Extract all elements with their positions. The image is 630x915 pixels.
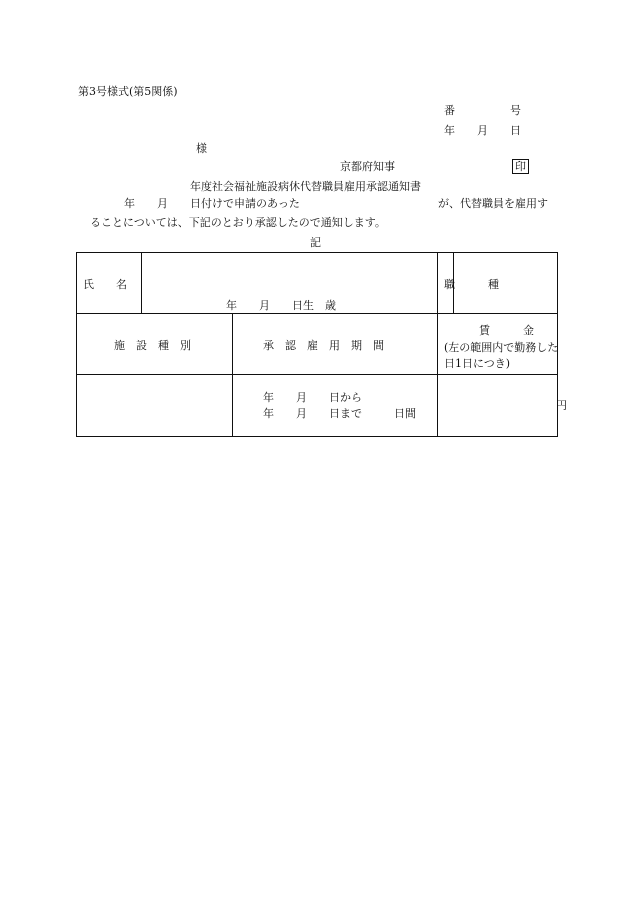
- facility-type-label: 施 設 種 別: [114, 339, 191, 352]
- period-label: 承 認 雇 用 期 間: [263, 339, 384, 352]
- yen-unit: 円: [556, 399, 568, 412]
- period-from: 年 月 日から: [263, 391, 362, 404]
- wage-label: 賃 金: [479, 324, 535, 337]
- occupation-value-cell: [454, 253, 558, 314]
- wage-note: (左の範囲内で勤務した日1日につき): [444, 340, 559, 370]
- body-line1-end: が、代替職員を雇用す: [438, 197, 548, 210]
- occupation-label: 職 種: [444, 278, 500, 291]
- note-heading: 記: [310, 236, 321, 249]
- period-to: 年 月 日まで: [263, 407, 362, 420]
- birth-date-line: 年 月 日生 歳: [226, 299, 336, 312]
- facility-type-value-cell: [77, 375, 233, 437]
- period-value-cell: [233, 375, 438, 437]
- name-value-cell: [142, 253, 438, 314]
- body-line2: ることについては、下記のとおり承認したので通知します。: [90, 216, 386, 229]
- body-line1-start: 年 月 日付けで申請のあった: [124, 197, 300, 210]
- period-days: 日間: [394, 407, 416, 420]
- facility-type-label-cell: [77, 314, 233, 375]
- document-title: 年度社会福祉施設病休代替職員雇用承認通知書: [190, 180, 421, 193]
- issuer: 京都府知事: [340, 160, 395, 173]
- name-label-cell: [77, 253, 142, 314]
- name-label: 氏 名: [83, 278, 127, 291]
- wage-label-block: [444, 323, 569, 373]
- document-number: 番 号: [444, 104, 521, 117]
- seal-mark: 印: [512, 159, 529, 174]
- occupation-label-cell: [438, 253, 500, 314]
- approval-table: [76, 252, 568, 437]
- issue-date: 年 月 日: [444, 124, 521, 137]
- period-label-cell: [233, 314, 438, 375]
- form-number: 第3号様式(第5関係): [78, 85, 178, 98]
- wage-label-cell: [438, 314, 558, 375]
- recipient-suffix: 様: [196, 142, 207, 155]
- wage-value-cell: [438, 375, 568, 437]
